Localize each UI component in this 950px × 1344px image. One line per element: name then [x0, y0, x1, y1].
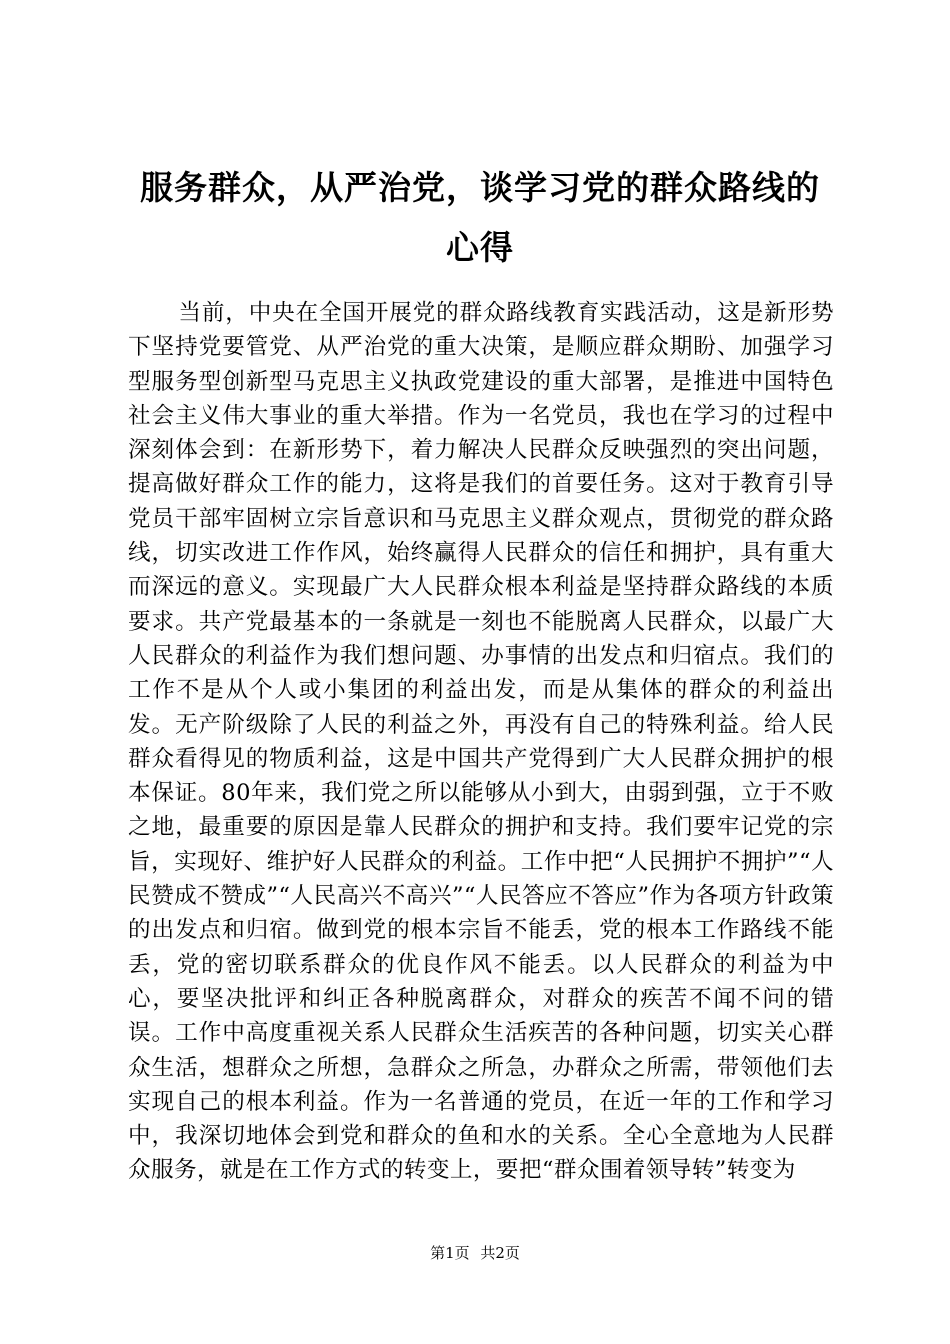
body-paragraph	[128, 296, 834, 1188]
page-footer	[0, 1243, 950, 1263]
page-total: 共2页	[480, 1244, 520, 1262]
title-line-1: 服务群众，从严治党，谈学习党的群众路线的	[140, 168, 820, 207]
title-line-2: 心得	[446, 228, 514, 267]
page-number: 第1页	[430, 1244, 470, 1262]
document-title	[110, 158, 850, 278]
body-text: 当前，中央在全国开展党的群众路线教育实践活动，这是新形势下坚持党要管党、从严治党的重大决策，是顺应群众期盼、加强学习型服务型创新型马克思主义执政党建设的重大部署，是推进中国特色社会主义伟大事业的重大举措。作为一名党员，我也在学习的过程中深刻体会到：在新形势下，着力解决人民群众反映强烈的突出问题，提高做好群众工作的能力，这将是我们的首要任务。这对于教育引导党员干部牢固树立宗旨意识和马克思主义群众观点，贯彻党的群众路线，切实改进工作作风，始终赢得人民群众的信任和拥护，具有重大而深远的意义。实现最广大人民群众根本利益是坚持群众路线的本质要求。共产党最基本的一条就是一刻也不能脱离人民群众，以最广大人民群众的利益作为我们想问题、办事情的出发点和归宿点。我们的工作不是从个人或小集团的利益出发，而是从集体的群众的利益出发。无产阶级除了人民的利益之外，再没有自己的特殊利益。给人民群众看得见的物质利益，这是中国共产党得到广大人民群众拥护的根本保证。80年来，我们党之所以能够从小到大，由弱到强，立于不败之地，最重要的原因是靠人民群众的拥护和支持。我们要牢记党的宗旨，实现好、维护好人民群众的利益。工作中把“人民拥护不拥护”“人民赞成不赞成”“人民高兴不高兴”“人民答应不答应”作为各项方针政策的出发点和归宿。做到党的根本宗旨不能丢，党的根本工作路线不能丢，党的密切联系群众的优良作风不能丢。以人民群众的利益为中心，要坚决批评和纠正各种脱离群众，对群众的疾苦不闻不问的错误。工作中高度重视关系人民群众生活疾苦的各种问题，切实关心群众生活，想群众之所想，急群众之所急，办群众之所需，带领他们去实现自己的根本利益。作为一名普通的党员，在近一年的工作和学习中，我深切地体会到党和群众的鱼和水的关系。全心全意地为人民群众服务，就是在工作方式的转变上，要把“群众围着领导转”转变为	[128, 300, 834, 1184]
